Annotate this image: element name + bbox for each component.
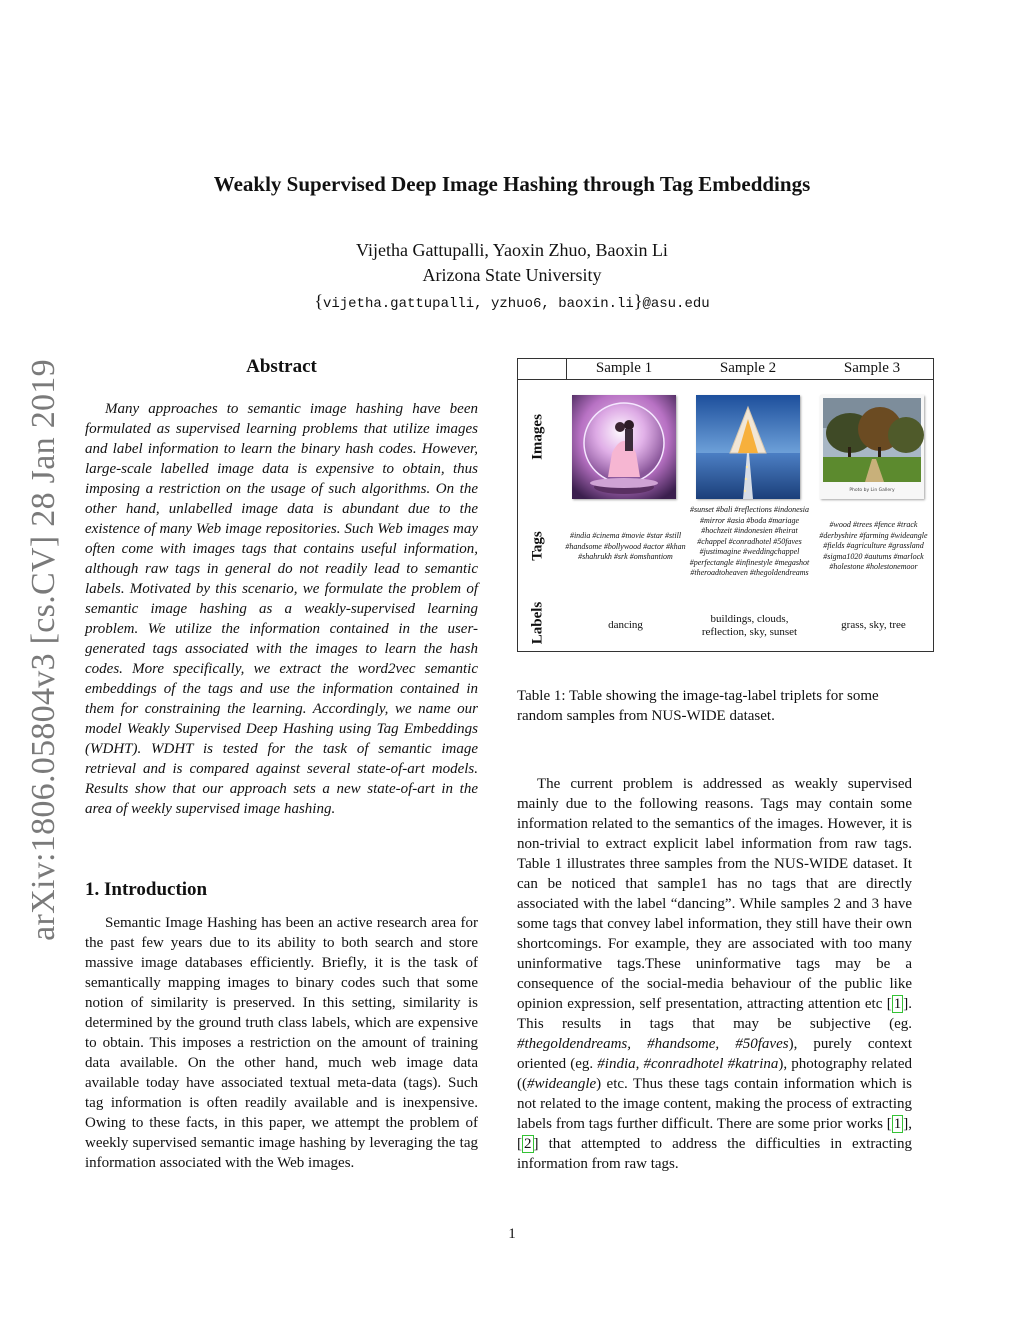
right-column-body: [517, 774, 912, 1174]
sample-3-image: [820, 395, 924, 499]
citation-link-2[interactable]: 2: [524, 1136, 532, 1152]
email-domain: @asu.edu: [642, 296, 710, 312]
table-header-divider: [566, 359, 567, 379]
abstract-heading: Abstract: [246, 356, 317, 377]
sample-table-figure: Sample 1 Sample 2 Sample 3 Images Tags Labels Photo by Lin Gallery #india #cinema #movie #star #still #handsome #bollywood #actor #khan #shahrukh #srk #omshantiom #sunset #bali #reflections #indonesia #mirror #asia #boda #mariage #hochzeit #indonesien #heirat #chappel #conradhotel #50faves #justimagine #weddingchappel #perfectangle #infinestyle #megashot #theroadtoheaven #thegoldendreams #wood #trees #fence #track #derbyshire #farming #wideangle #fields #agriculture #grassland #sigma1020 #autums #marlock #holestone #holestonemoor dancing buildings, clouds, reflection, sky, sunset grass, sky, tree: [517, 358, 934, 652]
photo-credit: Photo by Lin Gallery: [849, 488, 895, 493]
sample-1-image: [572, 395, 676, 499]
affiliation: Arizona State University: [422, 265, 602, 285]
email-names: vijetha.gattupalli, yzhuo6, baoxin.li: [322, 296, 634, 312]
introduction-text: Semantic Image Hashing has been an active research area for the past few years due to its ability to both search and store massive image databases efficiently. Briefly, it is the task of semantically mapping images to binary codes such that some notion of similarity is preserved. In this setting, similarity is determined by the ground truth class labels, which are expensive to obtain. This imposes a restriction on the amount of training data available. On the other hand, much web image data available today have associated textual meta-data (tags). Such tag information is often readily available and is inexpensive. Owing to these facts, in this paper, we attempt the problem of weekly supervised semantic image hashing by leveraging the tag information associated with the Web images.: [85, 915, 478, 1171]
sample-1-labels: dancing: [608, 619, 643, 631]
author-list: Vijetha Gattupalli, Yaoxin Zhuo, Baoxin Li: [356, 240, 668, 260]
author-emails: {vijetha.gattupalli, yzhuo6, baoxin.li}@asu.edu: [314, 291, 710, 312]
sample-2-tags: #sunset #bali #reflections #indonesia #mirror #asia #boda #mariage #hochzeit #indonesien #heirat #chappel #conradhotel #50faves #justimagine #weddingchappel #perfectangle #infinestyle #megashot #theroadtoheaven #thegoldendreams: [689, 505, 810, 577]
abstract-body: [85, 399, 478, 819]
sample-3-labels: grass, sky, tree: [841, 619, 906, 631]
arxiv-identifier: arXiv:1806.05804v3 [cs.CV] 28 Jan 2019: [25, 359, 62, 941]
abstract-text: Many approaches to semantic image hashing have been formulated as supervised learning problems that utilize images and label information to learn the binary hash codes. However, large-scale labelled image data is expensive to obtain, thus imposing a restriction on the usage of such algorithms. On the other hand, unlabelled image data is abundant due to the existence of many Web image repositories. Such Web images may often come with images tags that contains useful information, although raw tags in general do not readily lead to semantic labels. Motivated by this scenario, we formulate the problem of semantic image hashing as a weakly-supervised learning problem. We utilize the information contained in the user-generated tags associated with the images to learn the hash codes. More specifically, we extract the word2vec semantic embeddings of the tags and use the information contained in them for constraining the learning. Accordingly, we name our model Weakly Supervised Deep Hashing using Tag Embeddings (WDHT). WDHT is tested for the task of semantic image retrieval and is compared against several state-of-art models. Results show that our approach sets a new state-of-art in the area of weekly supervised image hashing.: [85, 401, 478, 817]
sample-3-tags: #wood #trees #fence #track #derbyshire #farming #wideangle #fields #agriculture #grassland #sigma1020 #autums #marlock #holestone #holestonemoor: [819, 520, 928, 571]
table-header-rule: [518, 379, 933, 380]
citation-link-1[interactable]: 1: [893, 996, 902, 1012]
page-number: 1: [508, 1226, 516, 1242]
right-column-paragraph: The current problem is addressed as weakly supervised mainly due to the following reasons. Tags may contain some information related to the semantics of the images. However, it is non-trivial to extract explicit label information from raw tags. Table 1 illustrates three samples from the NUS-WIDE dataset. It can be noticed that sample1 has no tags that are directly associated with the label “dancing”. While samples 2 and 3 have some tags that convey label information, they still have their own shortcomings. For example, they are associated with too many uninformative tags.These uninformative tags may be a consequence of the social-media behaviour of the public like opinion expression, self presentation, attracting attention etc [ 1 ]. This results in tags that may be subjective (eg. #thegoldendreams, #handsome, #50faves), purely context oriented (eg. #india, #conradhotel #katrina), photography related ((#wideangle) etc. Thus these tags contain information which is not related to the image content, making the process of extracting labels from tags further difficult. There are some prior works [ 1 ], [ 2 ] that attempted to address the difficulties in extracting information from raw tags.: [517, 776, 912, 1172]
paper-title: Weakly Supervised Deep Image Hashing through Tag Embeddings: [213, 172, 811, 196]
sample-2-image: [696, 395, 800, 499]
sample-2-header: Sample 2: [719, 360, 777, 376]
sample-1-tags: #india #cinema #movie #star #still #handsome #bollywood #actor #khan #shahrukh #srk #omshantiom: [565, 531, 686, 561]
introduction-body: [85, 913, 478, 1173]
table-caption: Table 1: Table showing the image-tag-label triplets for some random samples from NUS-WIDE dataset.: [517, 688, 879, 724]
sample-2-labels: buildings, clouds, reflection, sky, sunset: [701, 613, 798, 638]
sample-3-header: Sample 3: [843, 360, 901, 376]
sample-1-header: Sample 1: [595, 360, 653, 376]
introduction-heading: 1. Introduction: [85, 879, 208, 900]
citation-link-1b[interactable]: 1: [893, 1116, 902, 1132]
